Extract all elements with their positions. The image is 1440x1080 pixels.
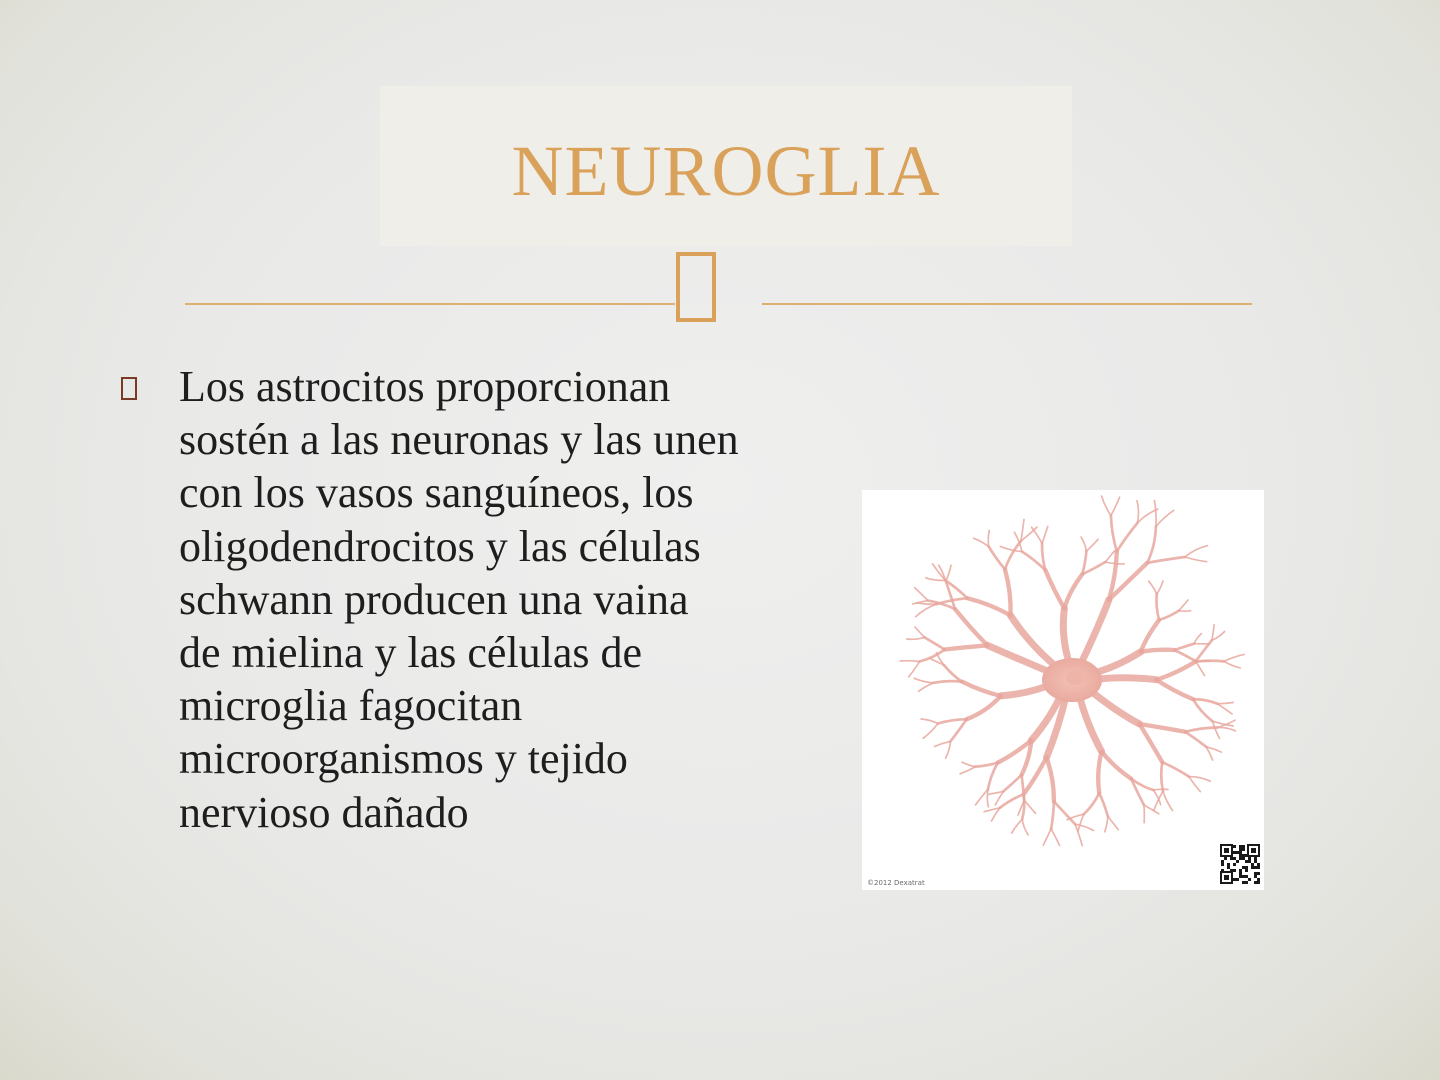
- figure-credit: ©2012 Dexatrat: [867, 879, 925, 887]
- bullet-marker-icon: [121, 377, 137, 400]
- title-box: [380, 86, 1072, 246]
- bullet-text: Los astrocitos proporcionan sostén a las neuronas y las unen con los vasos sanguíneos, los oligodendrocitos y las células schwann producen una vaina de mielina y las células de microglia fagocitan microorganismos y tejido nervioso dañado: [179, 362, 739, 837]
- divider-right: [762, 303, 1252, 305]
- slide-title: NEUROGLIA: [511, 130, 941, 211]
- astrocyte-cell-icon: [862, 490, 1264, 890]
- astrocyte-figure: [862, 490, 1264, 890]
- divider-ornament-icon: [676, 252, 716, 322]
- qr-code-icon: [1220, 844, 1260, 884]
- divider-left: [185, 303, 675, 305]
